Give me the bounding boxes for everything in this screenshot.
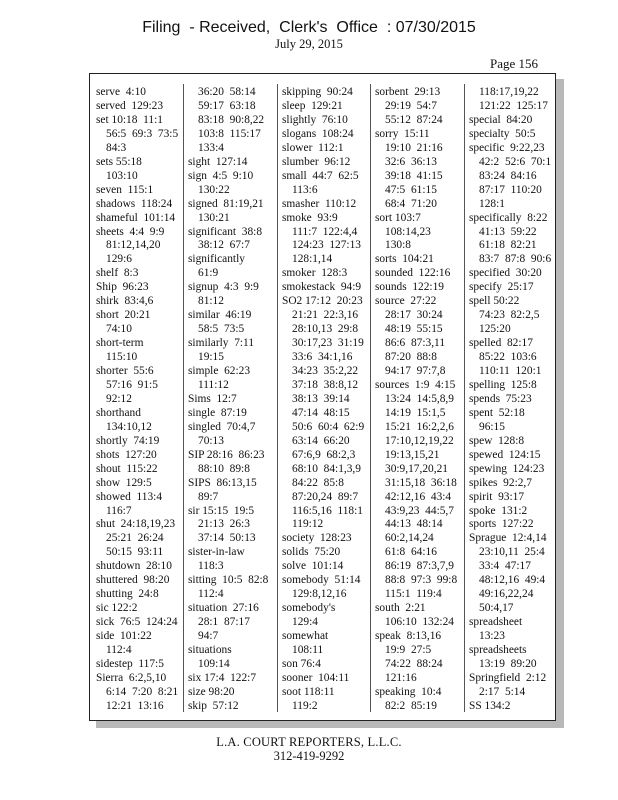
index-entry-continuation: 30:9,17,20,21 [385,462,448,475]
index-entry: situations [188,644,232,656]
index-entry-continuation: 39:18 41:15 [385,169,443,182]
index-entry-continuation: 113:6 [292,183,318,196]
index-entry-continuation: 30:17,23 31:19 [292,337,364,350]
index-entry: sources 1:9 4:15 [375,378,456,391]
index-entry-continuation: 82:2 85:19 [385,699,437,712]
index-entry-continuation: 118:17,19,22 [479,86,539,98]
index-entry: sounds 122:19 [375,281,444,294]
index-entry-continuation: 112:4 [198,588,224,601]
index-entry: spreadsheets [469,644,527,656]
index-entry-continuation: 21:21 22:3,16 [292,309,359,322]
index-entry-continuation: 12:21 13:16 [106,699,164,712]
index-entry: Sierra 6:2,5,10 [96,671,167,684]
index-entry-continuation: 49:16,22,24 [479,588,534,601]
index-entry-continuation: 81:12 [198,295,224,308]
index-entry-continuation: 63:14 66:20 [292,434,350,447]
index-entry: spell 50:22 [469,295,520,308]
index-entry: shirk 83:4,6 [96,295,154,308]
index-entry: smoke 93:9 [282,211,338,224]
index-entry-continuation: 81:12,14,20 [106,239,161,252]
index-entry: slower 112:1 [282,141,344,154]
index-entry: spirit 93:17 [469,490,525,503]
index-entry-continuation: 128:1,14 [292,253,333,266]
index-entry-continuation: 115:10 [106,351,138,364]
index-entry-continuation: 13:23 [479,630,505,643]
index-entry-continuation: 129:6 [106,253,132,266]
index-entry-continuation: 61:8 64:16 [385,546,437,559]
index-entry-continuation: 23:10,11 25:4 [479,546,545,559]
index-entry-continuation: 48:12,16 49:4 [479,574,546,587]
index-entry-continuation: 68:4 71:20 [385,197,437,210]
index-entry-continuation: 134:10,12 [106,420,152,433]
index-entry: sic 122:2 [96,602,138,615]
index-entry: society 128:23 [282,532,352,545]
index-entry: side 101:22 [96,630,152,643]
index-entry: signed 81:19,21 [188,197,264,210]
index-entry-continuation: 121:16 [385,671,417,684]
index-entry: situation 27:16 [188,602,259,615]
index-entry: spewing 124:23 [469,462,545,475]
index-entry-continuation: 88:10 89:8 [198,462,250,475]
index-entry-continuation: 87:20,24 89:7 [292,490,359,503]
index-entry: Springfield 2:12 [469,671,547,684]
index-entry: significant 38:8 [188,225,263,238]
index-entry: somewhat [282,630,329,643]
index-entry-continuation: 111:12 [198,378,229,391]
index-entry-continuation: 109:14 [198,657,230,670]
index-entry: sign 4:5 9:10 [188,169,254,182]
index-entry-continuation: 68:10 84:1,3,9 [292,462,361,475]
index-entry: spelled 82:17 [469,337,533,350]
index-entry-continuation: 6:14 7:20 8:21 [106,685,179,698]
index-entry: spikes 92:2,7 [469,476,532,489]
index-entry-continuation: 86:19 87:3,7,9 [385,560,454,573]
index-entry: solve 101:14 [282,560,344,573]
index-entry: sounded 122:16 [375,267,451,280]
index-entry: sports 127:22 [469,518,534,531]
index-entry-continuation: 119:2 [292,699,318,712]
index-entry-continuation: 103:8 115:17 [198,127,261,140]
index-entry-continuation: 50:4,17 [479,602,514,615]
index-entry: sleep 129:21 [282,99,343,112]
index-entry: somebody's [282,602,336,615]
index-entry-continuation: 19:13,15,21 [385,448,440,461]
index-entry: sight 127:14 [188,155,248,168]
index-entry-continuation: 28:17 30:24 [385,309,443,322]
index-entry-continuation: 108:11 [292,644,324,656]
column-divider [277,84,278,712]
index-entry: sort 103:7 [375,211,421,224]
index-entry-continuation: 129:4 [292,616,318,629]
reporter-company: L.A. COURT REPORTERS, L.L.C. [216,735,402,749]
index-entry: smokestack 94:9 [282,281,362,294]
index-entry: smasher 110:12 [282,197,357,210]
index-entry: specify 25:17 [469,281,534,294]
index-entry: serve 4:10 [96,86,146,98]
index-entry: shelf 8:3 [96,267,139,280]
index-entry-continuation: 13:24 14:5,8,9 [385,392,454,405]
index-entry-continuation: 50:15 93:11 [106,546,164,559]
index-entry: short 20:21 [96,309,151,322]
index-entry-continuation: 112:4 [106,644,132,656]
index-entry: set 10:18 11:1 [96,113,163,126]
index-column-2 [188,86,274,710]
index-entry: spewed 124:15 [469,448,541,461]
index-entry: SIPS 86:13,15 [188,476,257,489]
index-entry-continuation: 67:6,9 68:2,3 [292,448,356,461]
index-entry: shutting 24:8 [96,588,159,601]
column-divider [464,84,465,712]
index-entry: source 27:22 [375,295,437,308]
index-entry-continuation: 28:1 87:17 [198,616,250,629]
index-entry: specific 9:22,23 [469,141,545,154]
index-entry-continuation: 29:19 54:7 [385,99,437,112]
index-entry: south 2:21 [375,602,426,615]
index-entry: sitting 10:5 82:8 [188,574,269,587]
index-entry: shorthand [96,406,141,419]
index-entry-continuation: 58:5 73:5 [198,323,245,336]
index-entry-continuation: 118:3 [198,560,224,573]
index-entry-continuation: 57:16 91:5 [106,378,158,391]
index-entry-continuation: 32:6 36:13 [385,155,437,168]
word-index-box [89,73,556,721]
index-entry: Ship 96:23 [96,281,149,294]
index-entry: spoke 131:2 [469,504,528,517]
index-entry-continuation: 83:24 84:16 [479,169,537,182]
index-entry-continuation: 60:2,14,24 [385,532,434,545]
column-divider [183,84,184,712]
column-divider [370,84,371,712]
index-column-5 [469,86,555,710]
index-entry-continuation: 92:12 [106,392,132,405]
index-entry-continuation: 25:21 26:24 [106,532,164,545]
index-entry-continuation: 86:6 87:3,11 [385,337,446,350]
index-entry-continuation: 34:23 35:2,22 [292,365,359,377]
index-entry: single 87:19 [188,406,247,419]
index-entry-continuation: 128:1 [479,197,505,210]
index-entry-continuation: 37:18 38:8,12 [292,378,359,391]
index-entry-continuation: 74:23 82:2,5 [479,309,540,322]
index-entry-continuation: 96:15 [479,420,505,433]
index-entry-continuation: 19:9 27:5 [385,644,432,656]
index-entry-continuation: 121:22 125:17 [479,99,548,112]
index-entry-continuation: 47:5 61:15 [385,183,437,196]
index-entry-continuation: 55:12 87:24 [385,113,443,126]
index-entry: shameful 101:14 [96,211,176,224]
index-entry-continuation: 84:3 [106,141,127,154]
index-entry: sheets 4:4 9:9 [96,225,165,238]
index-entry: sorbent 29:13 [375,86,441,98]
index-entry-continuation: 38:12 67:7 [198,239,250,252]
index-entry: sets 55:18 [96,155,142,168]
index-entry-continuation: 83:18 90:8,22 [198,113,265,126]
index-entry-continuation: 87:17 110:20 [479,183,542,196]
index-entry: small 44:7 62:5 [282,169,359,182]
index-entry-continuation: 13:19 89:20 [479,657,537,670]
index-entry-continuation: 70:13 [198,434,224,447]
index-entry: spreadsheet [469,616,523,629]
page-number: Page 156 [489,56,538,71]
index-entry-continuation: 2:17 5:14 [479,685,526,698]
index-entry-continuation: 61:18 82:21 [479,239,537,252]
index-entry-continuation: 31:15,18 36:18 [385,476,457,489]
index-entry: simple 62:23 [188,365,251,377]
index-entry: shut 24:18,19,23 [96,518,176,531]
index-entry: sooner 104:11 [282,671,350,684]
index-column-1 [96,86,182,710]
index-column-4 [375,86,465,710]
index-entry: shutdown 28:10 [96,560,172,573]
index-entry-continuation: 84:22 85:8 [292,476,344,489]
index-entry-continuation: 130:22 [198,183,230,196]
index-entry: specifically 8:22 [469,211,548,224]
index-entry-continuation: 108:14,23 [385,225,431,238]
index-entry-continuation: 89:7 [198,490,219,503]
index-entry-continuation: 36:20 58:14 [198,86,256,98]
index-entry: seven 115:1 [96,183,154,196]
index-entry-continuation: 103:10 [106,169,138,182]
index-entry: served 129:23 [96,99,164,112]
index-entry: speak 8:13,16 [375,630,442,643]
index-entry-continuation: 33:6 34:1,16 [292,351,353,364]
index-entry: Sims 12:7 [188,392,237,405]
index-entry: specialty 50:5 [469,127,536,140]
index-entry-continuation: 133:4 [198,141,224,154]
index-entry-continuation: 129:8,12,16 [292,588,347,601]
index-entry-continuation: 17:10,12,19,22 [385,434,454,447]
index-entry-continuation: 87:20 88:8 [385,351,437,364]
index-entry-continuation: 130:21 [198,211,230,224]
index-entry-continuation: 116:5,16 118:1 [292,504,363,517]
index-entry-continuation: 61:9 [198,267,219,280]
index-entry: sister-in-law [188,546,245,559]
index-entry-continuation: 19:15 [198,351,224,364]
index-entry: sidestep 117:5 [96,657,164,670]
index-entry-continuation: 83:7 87:8 90:6 [479,253,552,266]
index-entry: somebody 51:14 [282,574,361,587]
index-entry: specified 30:20 [469,267,542,280]
index-entry: similar 46:19 [188,309,252,322]
index-entry-continuation: 124:23 127:13 [292,239,361,252]
index-entry: sick 76:5 124:24 [96,616,178,629]
index-entry-continuation: 15:21 16:2,2,6 [385,420,454,433]
index-entry: signup 4:3 9:9 [188,281,259,294]
index-entry: sorry 15:11 [375,127,430,140]
index-entry: SO2 17:12 20:23 [282,295,363,308]
document-date: July 29, 2015 [275,37,343,51]
index-entry-continuation: 85:22 103:6 [479,351,537,364]
index-entry-continuation: 74:10 [106,323,132,336]
index-entry-continuation: 94:17 97:7,8 [385,365,446,377]
index-entry: similarly 7:11 [188,337,255,350]
index-entry: spent 52:18 [469,406,525,419]
index-entry-continuation: 50:6 60:4 62:9 [292,420,365,433]
index-entry: singled 70:4,7 [188,420,256,433]
index-entry: son 76:4 [282,657,321,670]
index-entry: showed 113:4 [96,490,163,503]
index-entry-continuation: 48:19 55:15 [385,323,443,336]
index-entry-continuation: 41:13 59:22 [479,225,537,238]
index-entry-continuation: 111:7 122:4,4 [292,225,358,238]
index-entry-continuation: 94:7 [198,630,219,643]
index-column-3 [282,86,372,710]
index-entry: special 84:20 [469,113,533,126]
index-entry: SS 134:2 [469,699,511,712]
index-entry-continuation: 42:12,16 43:4 [385,490,452,503]
index-entry: slogans 108:24 [282,127,354,140]
index-entry-continuation: 119:12 [292,518,324,531]
index-entry: six 17:4 122:7 [188,671,257,684]
index-entry-continuation: 43:9,23 44:5,7 [385,504,454,517]
index-entry-continuation: 116:7 [106,504,132,517]
index-entry: SIP 28:16 86:23 [188,448,265,461]
filing-stamp: Filing - Received, Clerk's Office : 07/30/2015 [142,19,476,36]
index-entry: slumber 96:12 [282,155,351,168]
index-entry-continuation: 56:5 69:3 73:5 [106,127,179,140]
index-entry: shortly 74:19 [96,434,160,447]
index-entry: Sprague 12:4,14 [469,532,547,545]
index-entry-continuation: 38:13 39:14 [292,392,350,405]
index-entry-continuation: 106:10 132:24 [385,616,454,629]
index-entry-continuation: 59:17 63:18 [198,99,256,112]
index-entry-continuation: 19:10 21:16 [385,141,443,154]
index-entry-continuation: 110:11 120:1 [479,365,542,377]
index-entry-continuation: 115:1 119:4 [385,588,442,601]
reporter-phone: 312-419-9292 [273,749,345,763]
index-entry-continuation: 88:8 97:3 99:8 [385,574,458,587]
index-entry: shuttered 98:20 [96,574,170,587]
index-entry-continuation: 37:14 50:13 [198,532,256,545]
index-entry: significantly [188,253,245,266]
index-entry-continuation: 28:10,13 29:8 [292,323,359,336]
index-entry: slightly 76:10 [282,113,348,126]
index-entry: spew 128:8 [469,434,525,447]
index-entry: soot 118:11 [282,685,335,698]
index-entry: solids 75:20 [282,546,341,559]
index-entry: size 98:20 [188,685,235,698]
index-entry: spends 75:23 [469,392,532,405]
index-entry-continuation: 33:4 47:17 [479,560,531,573]
index-entry: short-term [96,337,144,350]
index-entry: shorter 55:6 [96,365,154,377]
index-entry: skip 57:12 [188,699,239,712]
index-entry-continuation: 42:2 52:6 70:1 [479,155,552,168]
index-entry-continuation: 44:13 48:14 [385,518,443,531]
index-entry-continuation: 130:8 [385,239,411,252]
index-entry: shots 127:20 [96,448,157,461]
index-entry-continuation: 14:19 15:1,5 [385,406,446,419]
index-entry: shadows 118:24 [96,197,173,210]
index-entry: sorts 104:21 [375,253,434,266]
index-entry: skipping 90:24 [282,86,353,98]
index-entry-continuation: 125:20 [479,323,511,336]
index-entry: shout 115:22 [96,462,158,475]
index-entry-continuation: 74:22 88:24 [385,657,443,670]
index-entry: speaking 10:4 [375,685,442,698]
index-entry: show 129:5 [96,476,152,489]
index-entry: spelling 125:8 [469,378,537,391]
index-entry-continuation: 21:13 26:3 [198,518,250,531]
index-entry: sir 15:15 19:5 [188,504,255,517]
index-entry-continuation: 47:14 48:15 [292,406,350,419]
index-entry: smoker 128:3 [282,267,348,280]
